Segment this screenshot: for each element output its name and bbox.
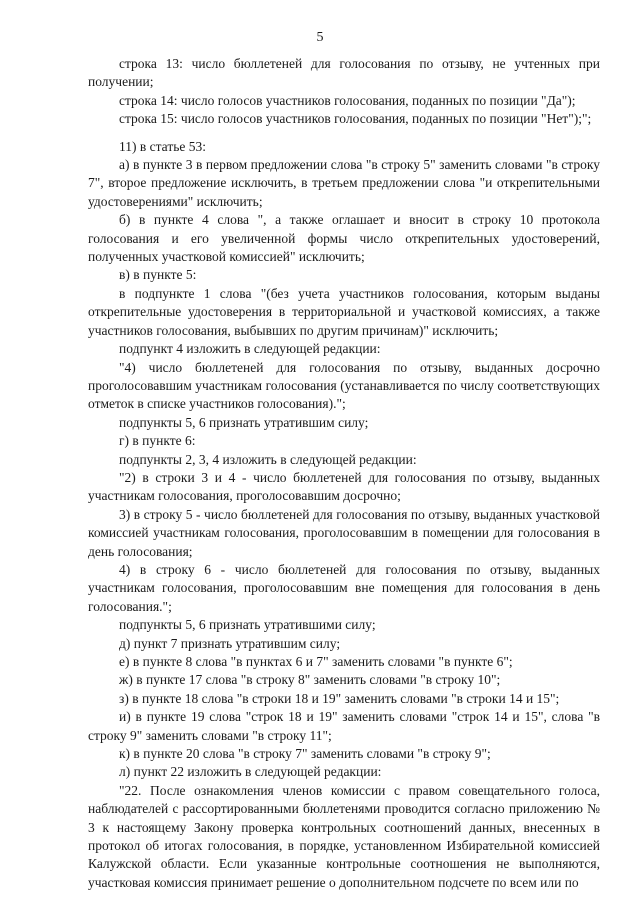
paragraph: строка 14: число голосов участников голосования, поданных по позиции "Да");: [119, 92, 576, 108]
paragraph: е) в пункте 8 слова "в пунктах 6 и 7" заменить словами "в пункте 6";: [119, 654, 513, 669]
paragraph: к) в пункте 20 слова "в строку 7" заменить словами "в строку 9";: [119, 746, 491, 762]
paragraph: подпункт 4 изложить в следующей редакции:: [119, 341, 381, 357]
paragraph: л) пункт 22 изложить в следующей редакции:: [119, 764, 382, 780]
paragraph: а) в пункте 3 в первом предложении слова "в строку 5" заменить словами "в строку 7", второе предложение исключить, в третьем предложении слова "и открепительными удостоверениями" исключить;: [88, 157, 600, 209]
paragraph: 3) в строку 5 - число бюллетеней для голосования по отзыву, выданных участковой комиссией участникам голосования, проголосовавшим в помещении для голосования в день голосования;: [88, 506, 600, 559]
paragraph: г) в пункте 6:: [119, 433, 196, 449]
paragraph: д) пункт 7 признать утратившим силу;: [119, 635, 341, 651]
paragraph: подпункты 5, 6 признать утратившими силу;: [119, 617, 376, 633]
paragraph: б) в пункте 4 слова ", а также оглашает и вносит в строку 10 протокола голосования и его увеличенной формы число открепительных удостоверений, полученных участковой комиссией" исключить;: [88, 212, 600, 265]
paragraph: и) в пункте 19 слова "строк 18 и 19" заменить словами "строк 14 и 15", слова "в строку 9" заменить словами "в строку 11";: [88, 709, 600, 743]
document-body: [88, 55, 600, 892]
paragraph: 11) в статье 53:: [119, 138, 206, 154]
paragraph: ж) в пункте 17 слова "в строку 8" заменить словами "в строку 10";: [119, 672, 501, 688]
paragraph: "22. После ознакомления членов комиссии с правом совещательного голоса, наблюдателей с рассортированными бюллетенями проводится согласно приложению № 3 к настоящему Закону проверка контрольных соотношений данных, внесенных в протокол об итогах голосования, в порядке, установленном Избирательной комиссией Калужской области. Если указанные контрольные соотношения не выполняются, участковая комиссия принимает решение о дополнительном подсчете по всем или по: [88, 782, 600, 890]
paragraph: подпункты 2, 3, 4 изложить в следующей редакции:: [119, 451, 417, 467]
paragraph: 4) в строку 6 - число бюллетеней для голосования по отзыву, выданных участникам голосования, проголосовавшим вне помещения для голосования в день голосования.";: [88, 561, 600, 614]
paragraph: строка 15: число голосов участников голосования, поданных по позиции "Нет");";: [119, 111, 592, 127]
paragraph: з) в пункте 18 слова "в строки 18 и 19" заменить словами "в строки 14 и 15";: [119, 690, 560, 706]
paragraph: "2) в строки 3 и 4 - число бюллетеней для голосования по отзыву, выданных участникам голосования, проголосовавшим досрочно;: [88, 469, 600, 504]
paragraph: "4) число бюллетеней для голосования по отзыву, выданных досрочно проголосовавшим участникам голосования (устанавливается по числу соответствующих отметок в списке участников голосования).";: [88, 359, 600, 412]
paragraph: строка 13: число бюллетеней для голосования по отзыву, не учтенных при получении;: [88, 56, 600, 90]
paragraph: в подпункте 1 слова "(без учета участников голосования, которым выданы открепительные удостоверения в территориальной и участковой комиссиях, а также участников голосования, выбывших по другим причинам)" исключить;: [88, 285, 600, 338]
page-number: 5: [316, 30, 324, 45]
paragraph: в) в пункте 5:: [119, 267, 197, 283]
paragraph: подпункты 5, 6 признать утратившим силу;: [119, 414, 369, 430]
